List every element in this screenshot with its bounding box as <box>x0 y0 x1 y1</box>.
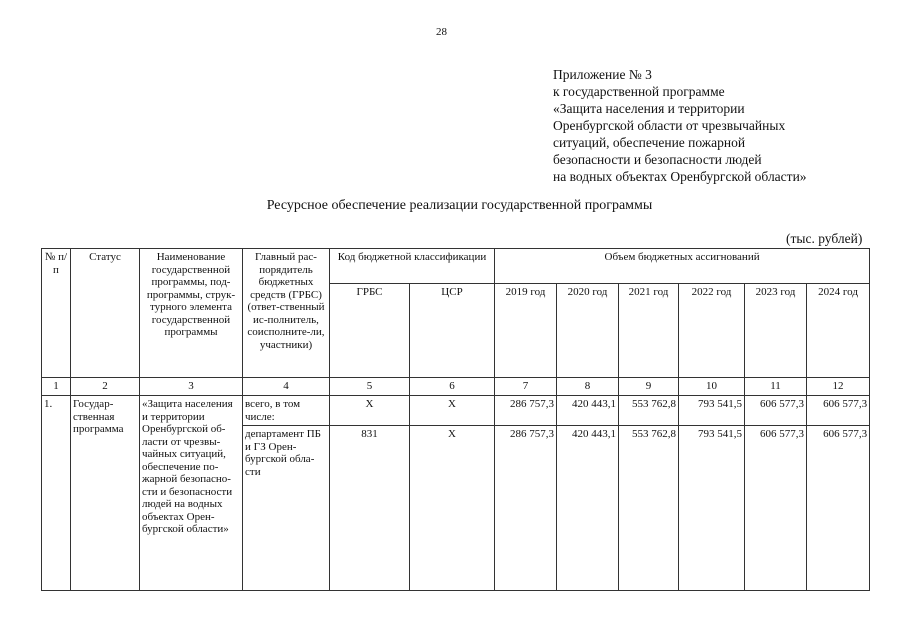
header-year: 2019 год <box>495 284 557 378</box>
column-number: 3 <box>140 378 243 396</box>
header-name: Наименование государственной программы, под-программы, струк-турного элемента государственной программы <box>140 249 243 378</box>
header-year: 2024 год <box>807 284 870 378</box>
appendix-line: «Защита населения и территории <box>553 101 745 116</box>
row-amount: 553 762,8 <box>619 426 679 591</box>
header-grbs: ГРБС <box>330 284 410 378</box>
row-amount: 286 757,3 <box>495 426 557 591</box>
column-number: 5 <box>330 378 410 396</box>
resource-table <box>41 248 870 591</box>
header-year: 2021 год <box>619 284 679 378</box>
row-amount: 793 541,5 <box>679 426 745 591</box>
row-amount: 793 541,5 <box>679 396 745 426</box>
column-number: 2 <box>71 378 140 396</box>
row-number: 1. <box>42 396 71 591</box>
header-status: Статус <box>71 249 140 378</box>
header-budget-code: Код бюджетной классификации <box>330 249 495 284</box>
column-number: 4 <box>243 378 330 396</box>
row-amount: 606 577,3 <box>745 396 807 426</box>
row-program-name: «Защита населения и территории Оренбургской об-ласти от чрезвы-чайных ситуаций, обеспечение по-жарной безопасно-сти и безопасности людей на водных объектах Орен-бургской области» <box>140 396 243 591</box>
row-amount: 606 577,3 <box>807 396 870 426</box>
appendix-line: к государственной программе <box>553 84 725 99</box>
row-amount: 553 762,8 <box>619 396 679 426</box>
column-number: 8 <box>557 378 619 396</box>
units-label: (тыс. рублей) <box>786 231 863 246</box>
table-row <box>42 396 870 426</box>
column-number: 1 <box>42 378 71 396</box>
row-executor: всего, в том числе: <box>243 396 330 426</box>
appendix-line: Приложение № 3 <box>553 67 652 82</box>
appendix-line: безопасности и безопасности людей <box>553 152 762 167</box>
column-number-row <box>42 378 870 396</box>
row-grbs: X <box>330 396 410 426</box>
appendix-header <box>553 66 807 185</box>
row-amount: 420 443,1 <box>557 396 619 426</box>
row-csr: X <box>410 426 495 591</box>
header-num: № п/п <box>42 249 71 378</box>
column-number: 11 <box>745 378 807 396</box>
column-number: 12 <box>807 378 870 396</box>
appendix-line: Оренбургской области от чрезвычайных <box>553 118 786 133</box>
column-number: 9 <box>619 378 679 396</box>
row-amount: 606 577,3 <box>745 426 807 591</box>
row-grbs: 831 <box>330 426 410 591</box>
header-csr: ЦСР <box>410 284 495 378</box>
document-title-text: Ресурсное обеспечение реализации государственной программы <box>266 198 653 213</box>
row-amount: 606 577,3 <box>807 426 870 591</box>
appendix-line: на водных объектах Оренбургской области» <box>553 169 807 184</box>
header-grbs-main: Главный рас-порядитель бюджетных средств (ГРБС) (ответ-ственный ис-полнитель, соисполните-ли, участники) <box>243 249 330 378</box>
header-year: 2020 год <box>557 284 619 378</box>
column-number: 6 <box>410 378 495 396</box>
row-csr: X <box>410 396 495 426</box>
table-header-row <box>42 249 870 284</box>
row-status: Государ-ственная программа <box>71 396 140 591</box>
document-title <box>0 198 905 214</box>
header-year: 2023 год <box>745 284 807 378</box>
header-year: 2022 год <box>679 284 745 378</box>
appendix-line: ситуаций, обеспечение пожарной <box>553 135 746 150</box>
column-number: 7 <box>495 378 557 396</box>
row-amount: 420 443,1 <box>557 426 619 591</box>
row-executor: департамент ПБ и ГЗ Орен-бургской обла-сти <box>243 426 330 591</box>
column-number: 10 <box>679 378 745 396</box>
page-number: 28 <box>436 26 447 38</box>
row-amount: 286 757,3 <box>495 396 557 426</box>
header-allocations: Объем бюджетных ассигнований <box>495 249 870 284</box>
